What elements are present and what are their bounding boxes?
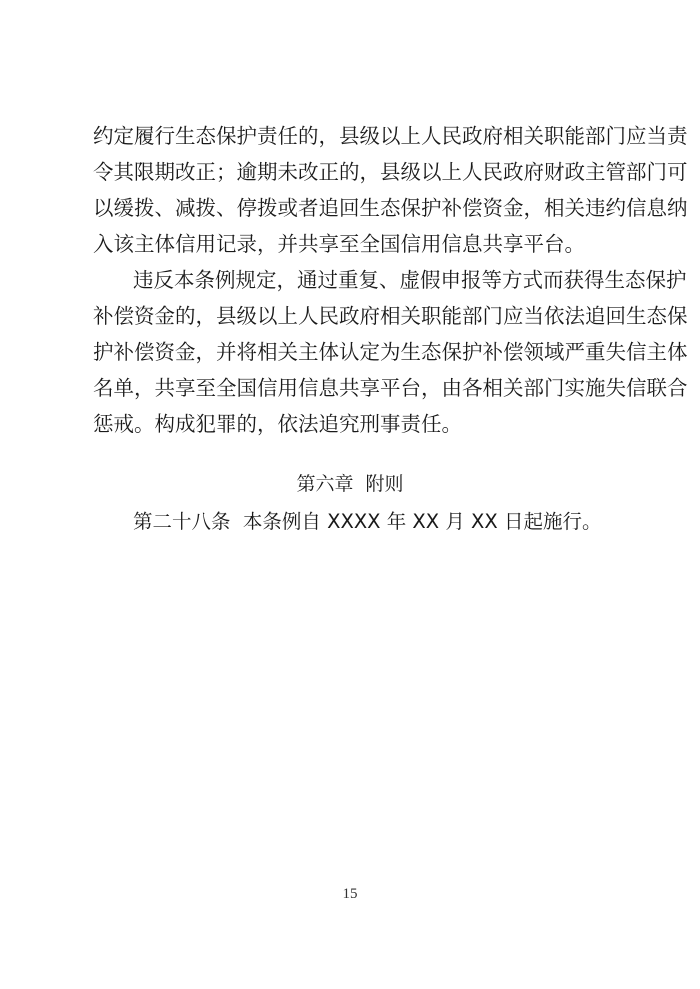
paragraph-line: 违反本条例规定，通过重复、虚假申报等方式而获得生态保护 bbox=[133, 268, 687, 292]
paragraph-line: 令其限期改正；逾期未改正的，县级以上人民政府财政主管部门可 bbox=[93, 160, 688, 184]
paragraph-line: 入该主体信用记录，并共享至全国信用信息共享平台。 bbox=[93, 232, 585, 256]
paragraph-line: 约定履行生态保护责任的，县级以上人民政府相关职能部门应当责 bbox=[93, 124, 688, 148]
paragraph-line: 护补偿资金，并将相关主体认定为生态保护补偿领域严重失信主体 bbox=[93, 340, 688, 364]
paragraph-line: 惩戒。构成犯罪的，依法追究刑事责任。 bbox=[93, 412, 462, 436]
paragraph-line: 以缓拨、减拨、停拨或者追回生态保护补偿资金，相关违约信息纳 bbox=[93, 196, 688, 220]
chapter-heading: 第六章 附则 bbox=[296, 473, 404, 495]
page-number: 15 bbox=[342, 886, 358, 902]
paragraph-line: 名单，共享至全国信用信息共享平台，由各相关部门实施失信联合 bbox=[93, 376, 688, 400]
paragraph-line: 补偿资金的，县级以上人民政府相关职能部门应当依法追回生态保 bbox=[93, 304, 688, 328]
article-28: 第二十八条 本条例自 XXXX 年 XX 月 XX 日起施行。 bbox=[133, 510, 602, 533]
